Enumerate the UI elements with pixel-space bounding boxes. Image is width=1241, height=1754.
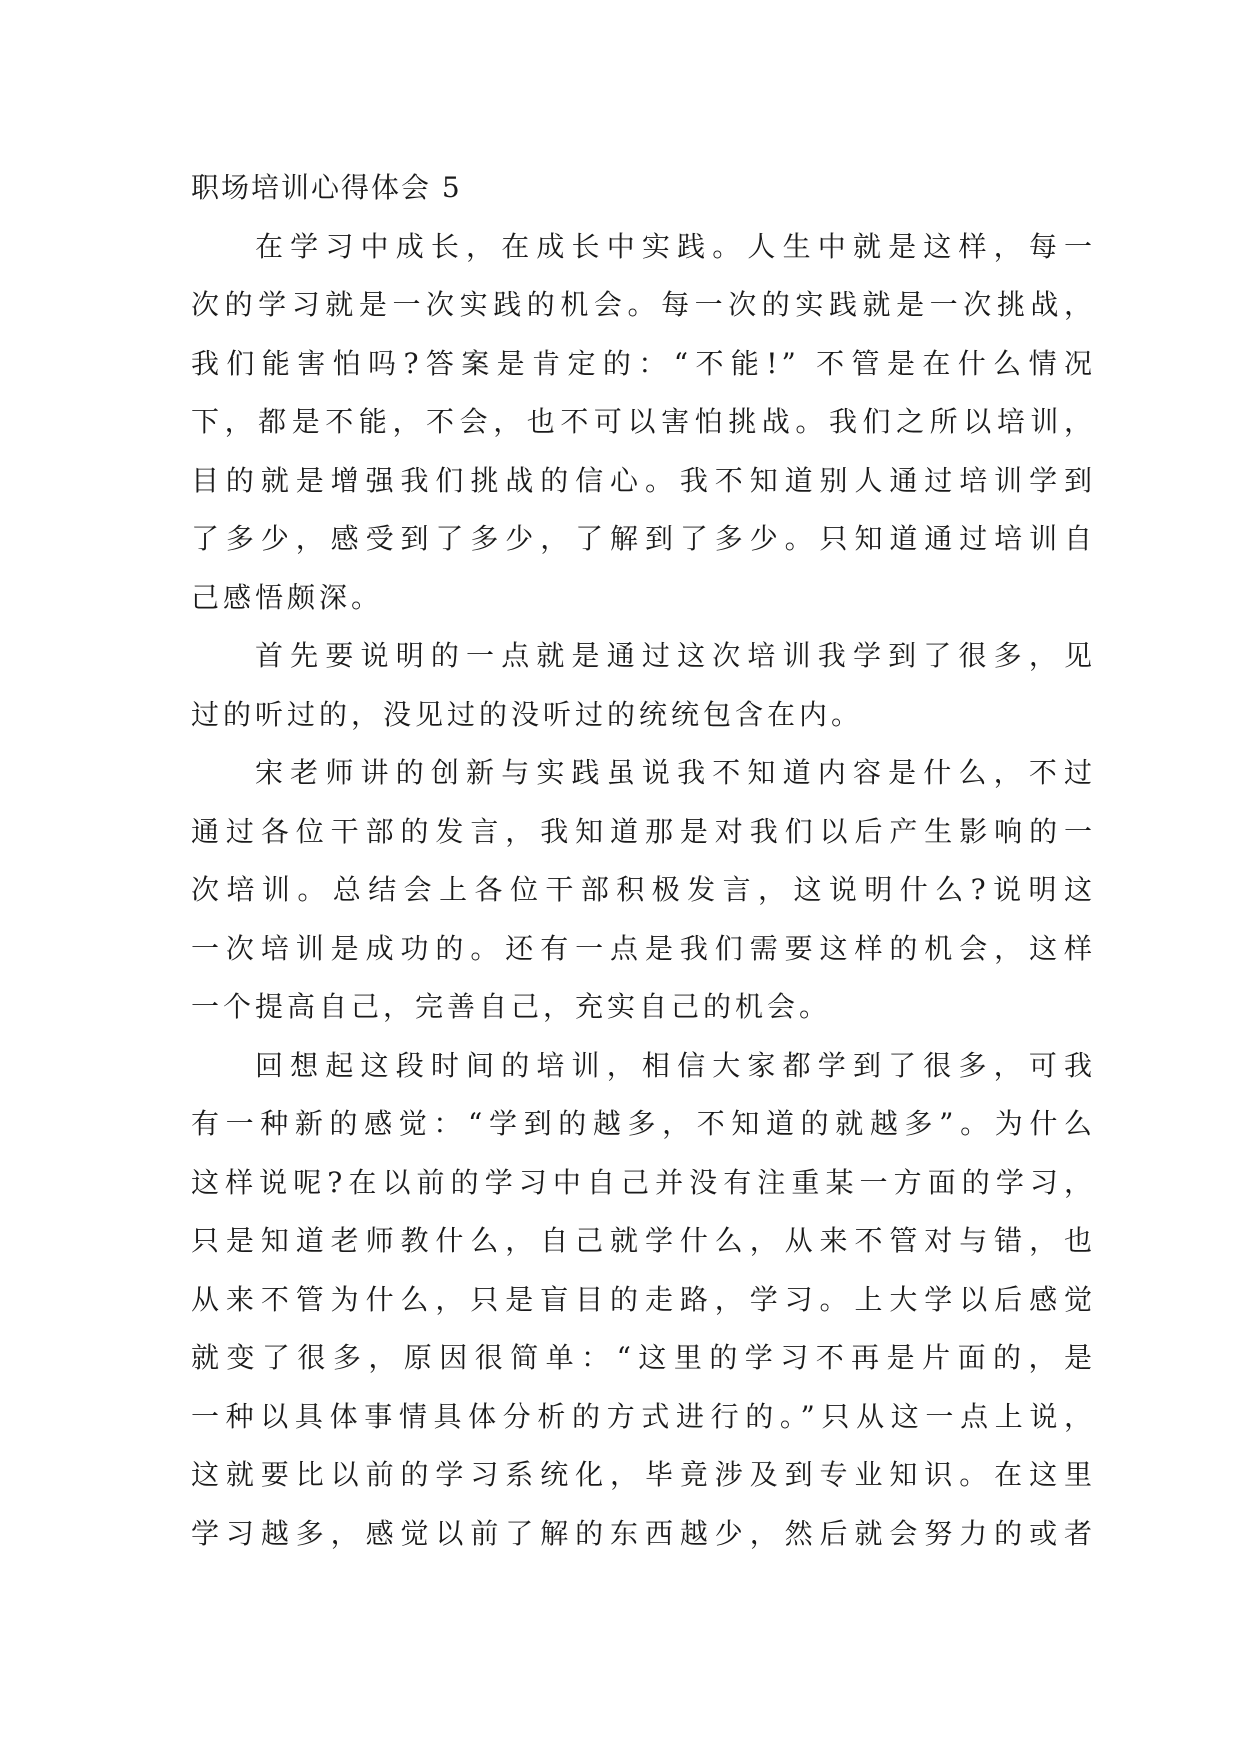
text-line: 下，都是不能，不会，也不可以害怕挑战。我们之所以培训， — [191, 405, 1096, 438]
paragraph-1 — [191, 218, 1096, 628]
text-line: 次培训。总结会上各位干部积极发言，这说明什么?说明这 — [191, 873, 1096, 906]
text-line: 只是知道老师教什么，自己就学什么，从来不管对与错，也 — [191, 1224, 1096, 1257]
text-line: 通过各位干部的发言，我知道那是对我们以后产生影响的一 — [191, 814, 1096, 848]
text-line: 从来不管为什么，只是盲目的走路，学习。上大学以后感觉 — [191, 1282, 1096, 1316]
text-line: 这样说呢?在以前的学习中自己并没有注重某一方面的学习， — [191, 1165, 1096, 1199]
text-line: 过的听过的，没见过的没听过的统统包含在内。 — [191, 697, 864, 731]
paragraph-3 — [191, 744, 1096, 1037]
paragraph-2 — [191, 627, 1096, 744]
text-line: 就变了很多，原因很简单：“这里的学习不再是片面的，是 — [191, 1341, 1096, 1374]
document-page — [191, 159, 1096, 1563]
text-line: 这就要比以前的学习系统化，毕竟涉及到专业知识。在这里 — [191, 1458, 1096, 1491]
document-title: 职场培训心得体会 5 — [191, 171, 462, 204]
text-line: 回想起这段时间的培训，相信大家都学到了很多，可我 — [255, 1048, 1096, 1082]
text-line: 首先要说明的一点就是通过这次培训我学到了很多，见 — [255, 639, 1096, 672]
text-line: 一次培训是成功的。还有一点是我们需要这样的机会，这样 — [191, 931, 1096, 965]
text-line: 一个提高自己，完善自己，充实自己的机会。 — [191, 990, 832, 1023]
text-line: 在学习中成长，在成长中实践。人生中就是这样，每一 — [255, 229, 1096, 263]
text-line: 次的学习就是一次实践的机会。每一次的实践就是一次挑战， — [191, 288, 1096, 321]
text-line: 学习越多，感觉以前了解的东西越少，然后就会努力的或者 — [191, 1516, 1096, 1550]
paragraph-4 — [191, 1037, 1096, 1564]
text-line: 己感悟颇深。 — [191, 580, 384, 614]
text-line: 宋老师讲的创新与实践虽说我不知道内容是什么，不过 — [255, 756, 1096, 789]
text-line: 一种以具体事情具体分析的方式进行的。”只从这一点上说， — [191, 1399, 1096, 1433]
text-line: 了多少，感受到了多少，了解到了多少。只知道通过培训自 — [191, 522, 1096, 555]
text-line: 有一种新的感觉：“学到的越多，不知道的就越多”。为什么 — [191, 1107, 1096, 1140]
text-line: 目的就是增强我们挑战的信心。我不知道别人通过培训学到 — [191, 463, 1096, 497]
text-line: 我们能害怕吗?答案是肯定的：“不能!” 不管是在什么情况 — [191, 346, 1096, 380]
